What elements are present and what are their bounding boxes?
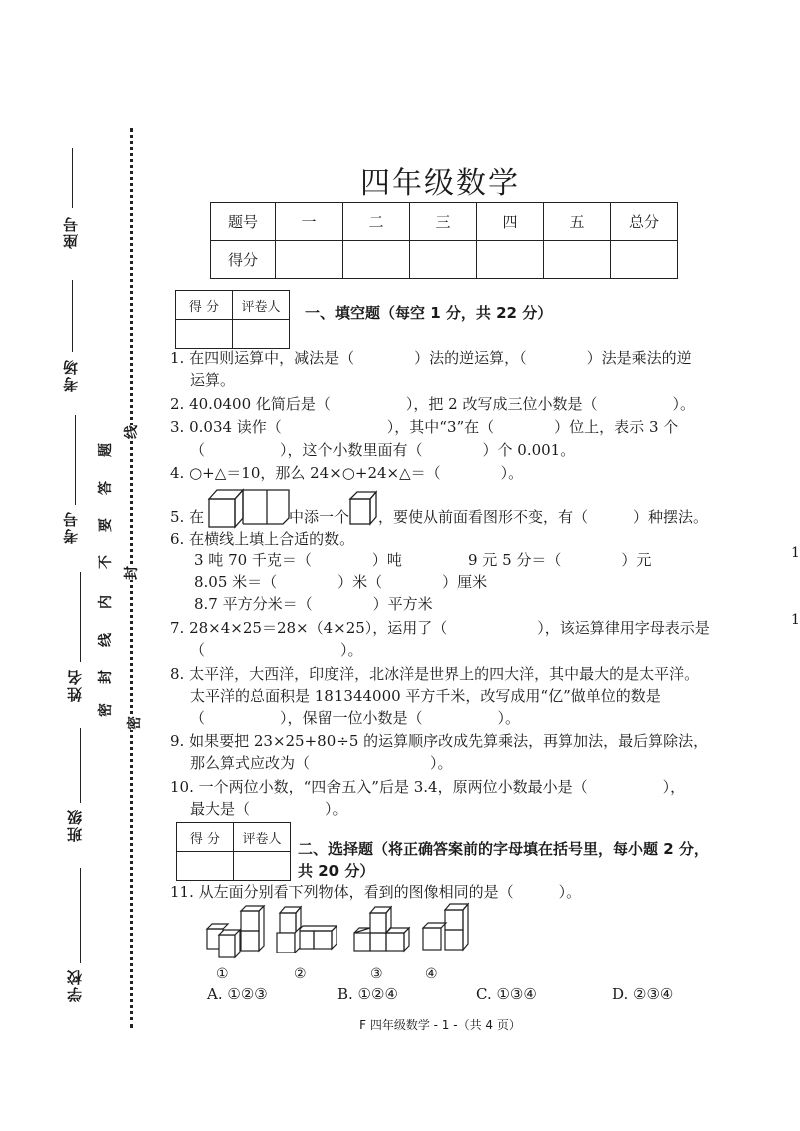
room-field[interactable] [72,280,73,352]
question-text: ○+△＝10，那么 24×○+24×△＝（ ）。 [189,464,524,482]
score-table-score-row [211,241,678,279]
question-text-continued: 运算。 [190,371,236,389]
score-table-header-row [211,203,678,241]
question-number: 9. [170,732,185,750]
score-table [210,202,678,279]
question-text-continued: 太平洋的总面积是 181344000 平方千米，改写成用“亿”做单位的数是 [190,687,661,705]
question-text: 在四则运算中，减法是（ ）法的逆运算，（ ）法是乘法的逆 [189,349,692,367]
question-number: 7. [170,619,185,637]
school-field[interactable] [80,868,81,963]
notice-char: 题 [98,443,114,457]
question-2 [170,393,695,415]
grader-score-cell[interactable] [177,852,234,881]
section2-heading-line1: 二、选择题（将正确答案前的字母填在括号里，每小题 2 分， [298,840,709,858]
page-footer: F 四年级数学 - 1 -（共 4 页） [359,1018,521,1032]
header-cell: 总分 [611,203,678,241]
figure-label-4: ④ [425,966,438,982]
question-text: 如果要把 23×25+80÷5 的运算顺序改成先算乘法，再算加法，最后算除法， [189,732,709,750]
cube-figure-4-icon [421,902,471,952]
seal-mark-secret: 密 [124,716,144,730]
notice-char: 答 [98,481,114,495]
question-text: 在横线上填上合适的数。 [189,530,355,548]
name-field[interactable] [80,572,81,662]
question-9 [170,730,708,752]
exam-no-label: 考号 [62,510,80,544]
single-cube-icon [348,490,378,526]
cube-figure-3-icon [352,905,414,953]
figure-label-1: ① [216,966,229,982]
notice-char: 线 [98,633,114,647]
grader-name-label: 评卷人 [234,823,291,852]
stray-mark: 1 [791,612,800,628]
score-cell[interactable] [611,241,678,279]
option-b[interactable]: B. ①②④ [337,985,398,1003]
school-label: 学校 [66,968,84,1002]
question-text: 0.034 读作（ ），其中“3”在（ ）位上，表示 3 个 [189,418,679,436]
header-cell: 二 [343,203,410,241]
seal-mark-line: 线 [121,425,141,439]
question-5 [170,506,204,528]
score-cell[interactable] [343,241,410,279]
seal-mark-seal: 封 [121,566,141,580]
conversion-item: 9 元 5 分＝（ ）元 [468,551,652,569]
notice-char: 封 [98,670,114,684]
option-c[interactable]: C. ①③④ [476,985,537,1003]
question-4 [170,462,523,484]
stray-mark: 1 [791,545,800,561]
question-10 [170,776,685,798]
question-number: 6. [170,530,185,548]
grader-score-cell[interactable] [176,320,233,349]
conversion-item: 8.7 平方分米＝（ ）平方米 [194,595,433,613]
grader-name-cell[interactable] [234,852,291,881]
question-text: 太平洋，大西洋，印度洋，北冰洋是世界上的四大洋，其中最大的是太平洋。 [189,665,700,683]
section1-heading: 一、填空题（每空 1 分，共 22 分） [305,304,553,322]
question-text: 40.0400 化简后是（ ），把 2 改写成三位小数是（ ）。 [189,395,695,413]
question-1 [170,347,692,369]
question-number: 4. [170,464,185,482]
question-number: 5. [170,508,185,526]
question-text-continued: （ ）。 [190,641,363,659]
question-number: 3. [170,418,185,436]
conversion-item: 3 吨 70 千克＝（ ）吨 [194,551,402,569]
notice-char: 密 [98,703,114,717]
question-6 [170,528,354,550]
grader-name-label: 评卷人 [233,291,290,320]
question-11 [170,881,581,903]
question-text-continued: 那么算式应改为（ ）。 [190,754,453,772]
figure-label-2: ② [294,966,307,982]
section2-heading-line2: 共 20 分） [298,862,375,880]
question-number: 11. [170,883,194,901]
grader-box-section1 [175,290,290,349]
class-label: 班级 [66,808,84,842]
header-cell: 四 [477,203,544,241]
header-cell: 五 [544,203,611,241]
question-text-continued: （ ），保留一位小数是（ ）。 [190,709,521,727]
exam-title: 四年级数学 [360,166,520,201]
question-7 [170,617,710,639]
cube-figure-1-icon [205,905,267,961]
question-8 [170,663,699,685]
question-text-continued: 最大是（ ）。 [190,800,348,818]
question-number: 1. [170,349,185,367]
grader-score-label: 得 分 [176,291,233,320]
question-text: 从左面分别看下列物体，看到的图像相同的是（ ）。 [198,883,582,901]
score-cell[interactable] [410,241,477,279]
header-cell: 一 [276,203,343,241]
grader-name-cell[interactable] [233,320,290,349]
question-3 [170,416,678,438]
option-a[interactable]: A. ①②③ [207,985,268,1003]
name-label: 姓名 [66,668,84,702]
cube-figure-2-icon [275,905,337,953]
question-number: 10. [170,778,194,796]
header-cell: 三 [410,203,477,241]
question-text: 中添一个 [289,508,350,526]
question-text: 一个两位小数，“四舍五入”后是 3.4，原两位小数最小是（ ）， [198,778,686,796]
notice-char: 不 [98,555,114,569]
question-text: 在 [189,508,205,526]
row-label: 得分 [211,241,276,279]
notice-char: 要 [98,518,114,532]
grader-score-label: 得 分 [177,823,234,852]
grader-box-section2 [176,822,291,881]
question-number: 2. [170,395,185,413]
option-d[interactable]: D. ②③④ [612,985,674,1003]
question-text: ，要使从前面看图形不变，有（ ）种摆法。 [378,508,709,526]
question-number: 8. [170,665,185,683]
score-cell[interactable] [276,241,343,279]
conversion-item: 8.05 米＝（ ）米（ ）厘米 [194,573,488,591]
class-field[interactable] [80,728,81,803]
three-cube-figure-icon [207,487,291,529]
question-text-continued: （ ），这个小数里面有（ ）个 0.001。 [190,441,576,459]
figure-label-3: ③ [370,966,383,982]
score-cell[interactable] [544,241,611,279]
header-cell: 题号 [211,203,276,241]
score-cell[interactable] [477,241,544,279]
question-text: 28×4×25＝28×（4×25），运用了（ ），该运算律用字母表示是 [189,619,710,637]
notice-char: 内 [98,595,114,609]
seat-label: 座号 [62,215,80,249]
exam-no-field[interactable] [75,415,76,505]
room-label: 考场 [62,358,80,392]
